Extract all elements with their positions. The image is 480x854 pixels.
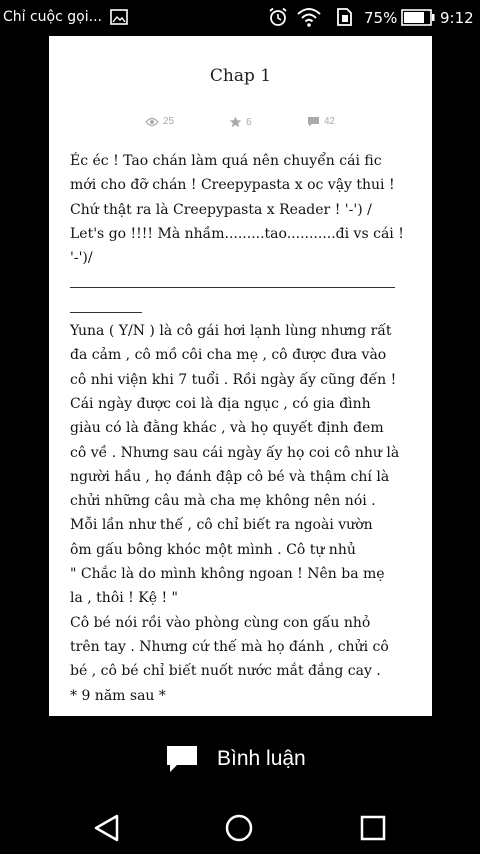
comment-button-label: Bình luận	[217, 747, 306, 770]
votes-stat	[229, 116, 252, 128]
story-line: Mỗi lần như thế , cô chỉ biết ra ngoài vườn	[70, 517, 373, 534]
story-line: " Chắc là do mình không ngoan ! Nên ba mẹ	[70, 566, 385, 583]
story-line: Éc éc ! Tao chán làm quá nên chuyển cái fic	[70, 153, 382, 169]
story-line: Cái ngày được coi là địa ngục , có gia đình	[70, 395, 371, 412]
story-line: trên tay . Nhưng cứ thế mà họ đánh , chửi cô	[70, 638, 389, 655]
views-count: 25	[163, 116, 175, 127]
story-stats	[49, 116, 432, 132]
story-line: * 9 năm sau *	[70, 687, 166, 704]
story-line: Cô bé nói rồi vào phòng cùng con gấu nhỏ	[70, 614, 371, 631]
story-line: Let's go !!!! Mà nhầm.........tao...........đi vs cái !	[70, 225, 404, 242]
status-bar	[0, 0, 480, 36]
story-line: la , thôi ! Kệ ! "	[70, 590, 178, 607]
story-text	[70, 149, 410, 708]
story-line: '-')/	[70, 250, 93, 267]
wifi-icon	[297, 7, 321, 27]
chapter-title: Chap 1	[209, 66, 272, 86]
divider	[70, 295, 410, 319]
comment-icon	[307, 116, 320, 127]
star-icon	[229, 116, 242, 128]
home-icon[interactable]	[223, 812, 255, 844]
recent-apps-icon[interactable]	[357, 812, 389, 844]
story-line: giàu có là đằng khác , và họ quyết định đem	[70, 420, 384, 437]
battery-percent: 75%	[364, 9, 398, 27]
comment-button[interactable]	[165, 742, 306, 776]
story-line: ôm gấu bông khóc một mình . Cô tự nhủ	[70, 541, 356, 558]
story-line: mới cho đỡ chán ! Creepypasta x oc vậy thui !	[70, 177, 395, 194]
votes-count: 6	[246, 116, 252, 128]
comment-bubble-icon	[165, 744, 199, 774]
eye-icon	[145, 117, 159, 127]
comments-stat	[307, 116, 335, 127]
story-line: người hầu , họ đánh đập cô bé và thậm chí là	[70, 468, 390, 485]
views-stat	[145, 116, 174, 127]
story-line: Yuna ( Y/N ) là cô gái hơi lạnh lùng nhưng rất	[70, 323, 392, 340]
sim-card-icon	[334, 7, 354, 27]
back-icon[interactable]	[91, 812, 123, 844]
story-line: Chứ thật ra là Creepypasta x Reader ! '-') /	[70, 201, 372, 218]
story-page[interactable]	[49, 36, 432, 716]
battery-icon	[401, 9, 435, 26]
story-line: cô về . Nhưng sau cái ngày ấy họ coi cô như là	[70, 444, 400, 461]
clock: 9:12	[440, 9, 474, 27]
story-line: cô nhi viện khi 7 tuổi . Rồi ngày ấy cũng đến !	[70, 371, 397, 388]
notification-text: Chỉ cuộc gọi...	[3, 9, 102, 25]
story-line: đa cảm , cô mồ côi cha mẹ , cô được đưa vào	[70, 347, 387, 364]
navigation-bar	[0, 800, 480, 854]
divider	[70, 270, 410, 294]
story-line: chửi những câu mà cha mẹ không nên nói .	[70, 493, 376, 510]
comments-count: 42	[324, 116, 336, 127]
image-icon	[110, 9, 128, 25]
comment-bar	[0, 716, 480, 800]
story-line: bé , cô bé chỉ biết nuốt nước mắt đắng cay .	[70, 663, 381, 680]
alarm-icon	[268, 7, 288, 27]
